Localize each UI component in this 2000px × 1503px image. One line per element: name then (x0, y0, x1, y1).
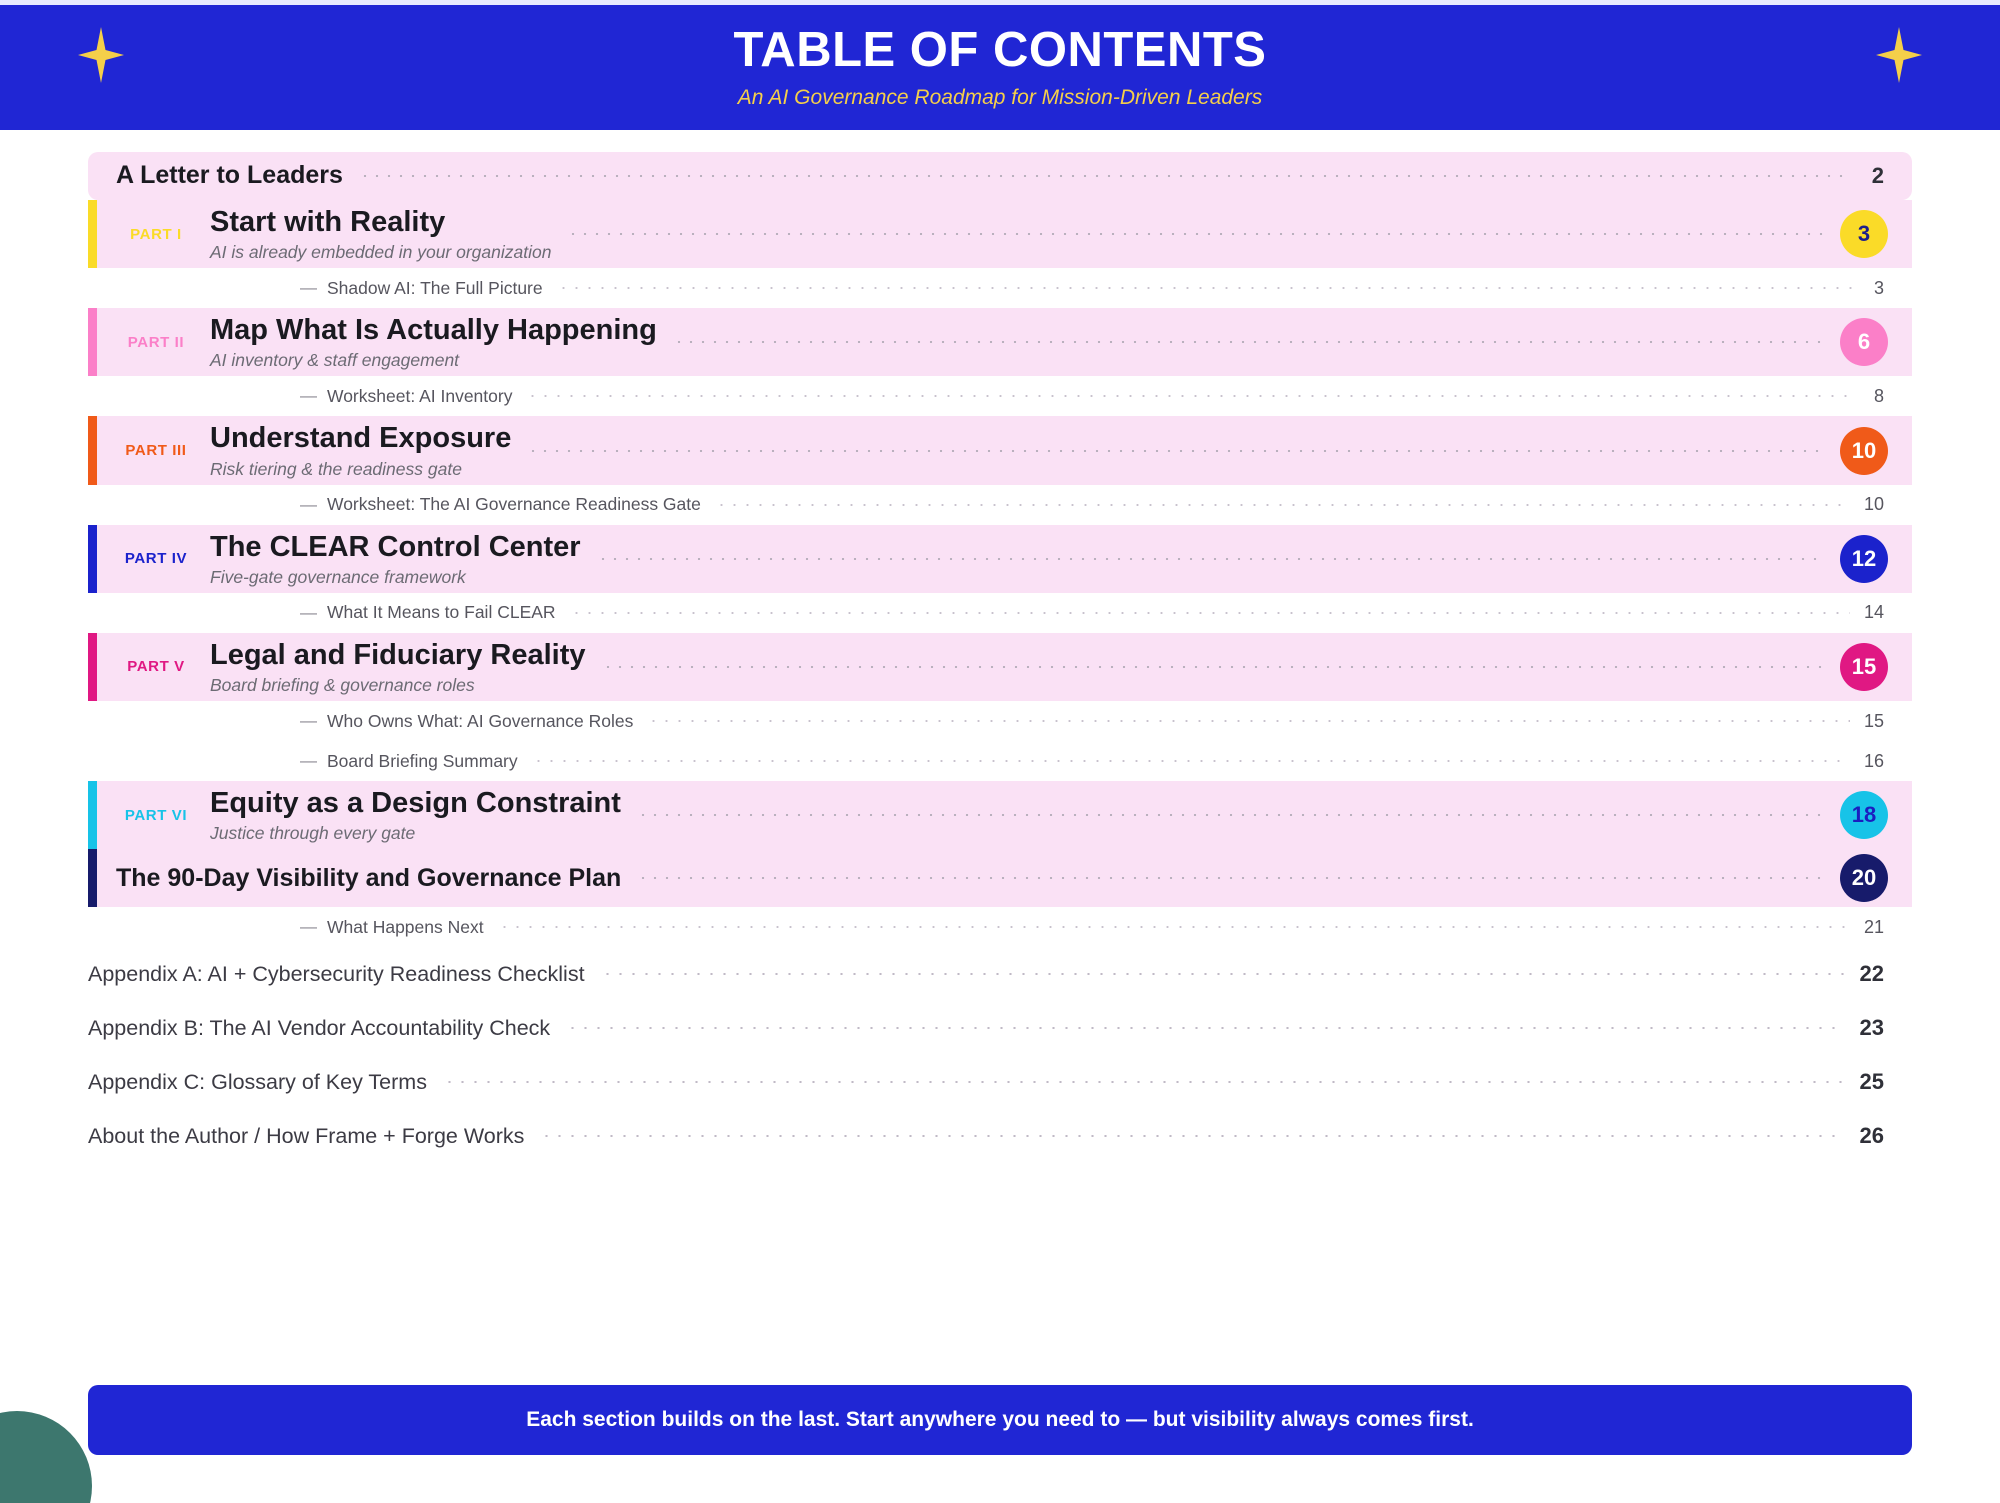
toc-entry-subtitle: Risk tiering & the readiness gate (210, 458, 462, 479)
toc-appendix-title: Appendix B: The AI Vendor Accountability Check (88, 1015, 551, 1040)
toc-sub-page-number: 10 (1863, 494, 1884, 515)
toc-appendix-title: Appendix A: AI + Cybersecurity Readiness Checklist (88, 961, 585, 986)
dot-leader (498, 926, 1850, 928)
toc-part-label: PART V (127, 658, 185, 676)
toc-major-entry[interactable] (88, 633, 1912, 701)
toc-page-number: 2 (1871, 163, 1884, 188)
accent-bar (88, 849, 97, 907)
toc-part-label: PART IV (124, 550, 188, 568)
toc-sub-title: Shadow AI: The Full Picture (327, 277, 543, 298)
em-dash-icon: — (300, 386, 317, 406)
page-title: TABLE OF CONTENTS (733, 23, 1267, 78)
toc-entry-title: Start with Reality (210, 206, 446, 238)
dot-leader (637, 814, 1824, 816)
accent-bar (88, 416, 97, 484)
toc-sub-entry[interactable] (88, 485, 1912, 525)
toc-entry-subtitle: Justice through every gate (210, 823, 416, 844)
toc-title-group (88, 864, 621, 894)
sparkle-star-icon (1876, 27, 1922, 83)
toc-entry-title: Understand Exposure (210, 422, 512, 455)
page-header (0, 0, 2000, 130)
dot-leader (526, 395, 1852, 397)
toc-entry-title: Map What Is Actually Happening (210, 314, 657, 347)
em-dash-icon: — (300, 711, 317, 731)
toc-sub-title: Who Owns What: AI Governance Roles (327, 710, 634, 731)
toc-sub-title: Worksheet: AI Inventory (327, 385, 513, 406)
em-dash-icon: — (300, 602, 317, 622)
toc-entry-list (0, 130, 2000, 1163)
toc-part-label: PART I (130, 225, 182, 243)
toc-entry-title: Legal and Fiduciary Reality (210, 638, 586, 671)
sparkle-star-icon (78, 27, 124, 83)
toc-appendix-entry[interactable] (88, 1109, 1912, 1163)
accent-bar (88, 308, 97, 376)
dot-leader (570, 612, 1850, 614)
toc-major-entry[interactable] (88, 308, 1912, 376)
toc-major-entry[interactable] (88, 152, 1912, 200)
toc-sub-page-number: 15 (1863, 710, 1884, 731)
dot-leader (673, 341, 1824, 343)
toc-major-entry[interactable] (88, 781, 1912, 849)
toc-major-entry[interactable] (88, 200, 1912, 268)
dot-leader (637, 877, 1824, 879)
toc-page-badge: 15 (1840, 643, 1888, 691)
dot-leader (715, 504, 1850, 506)
toc-appendix-page-number: 26 (1859, 1123, 1884, 1149)
footer-region (0, 1385, 2000, 1503)
dot-leader (557, 287, 1852, 289)
em-dash-icon: — (300, 751, 317, 771)
toc-appendix-page-number: 22 (1859, 961, 1884, 987)
toc-page-badge: 6 (1840, 318, 1888, 366)
dot-leader (532, 760, 1850, 762)
toc-entry-subtitle: AI inventory & staff engagement (210, 350, 460, 371)
toc-part-label: PART VI (124, 806, 188, 824)
toc-title-group (202, 638, 586, 696)
dot-leader (597, 558, 1824, 560)
toc-appendix-page-number: 25 (1859, 1069, 1884, 1095)
accent-bar (88, 200, 97, 268)
toc-page-badge: 12 (1840, 535, 1888, 583)
toc-page-badge: 10 (1840, 427, 1888, 475)
toc-sub-title: Worksheet: The AI Governance Readiness Gate (327, 494, 701, 515)
accent-bar (88, 633, 97, 701)
toc-title-group (88, 161, 343, 191)
toc-part-label: PART III (125, 442, 187, 460)
dot-leader (647, 720, 1850, 722)
dot-leader (567, 233, 1824, 235)
toc-sub-title: Board Briefing Summary (327, 750, 518, 771)
em-dash-icon: — (300, 278, 317, 298)
toc-title-group (202, 786, 621, 844)
toc-entry-title: The 90-Day Visibility and Governance Plan (116, 863, 622, 892)
dot-leader (602, 666, 1825, 668)
toc-sub-title: What Happens Next (327, 916, 484, 937)
toc-title-group (202, 205, 551, 263)
toc-sub-page-number: 21 (1863, 916, 1884, 937)
toc-appendix-title: About the Author / How Frame + Forge Works (88, 1123, 525, 1148)
toc-title-group (202, 421, 511, 479)
dot-leader (601, 973, 1844, 975)
em-dash-icon: — (300, 494, 317, 514)
toc-entry-subtitle: AI is already embedded in your organization (210, 242, 552, 263)
dot-leader (359, 175, 1850, 177)
toc-page-badge: 3 (1840, 210, 1888, 258)
toc-entry-title: Equity as a Design Constraint (210, 787, 621, 820)
toc-major-entry[interactable] (88, 416, 1912, 484)
toc-entry-title: A Letter to Leaders (116, 161, 343, 190)
toc-title-group (202, 313, 657, 371)
em-dash-icon: — (300, 917, 317, 937)
toc-sub-page-number: 3 (1873, 277, 1884, 298)
accent-bar (88, 525, 97, 593)
toc-sub-entry[interactable] (88, 907, 1912, 947)
dot-leader (540, 1135, 1843, 1137)
toc-major-entry[interactable] (88, 525, 1912, 593)
footer-banner (88, 1385, 1912, 1455)
toc-sub-entry[interactable] (88, 741, 1912, 781)
toc-sub-page-number: 14 (1863, 602, 1884, 623)
toc-entry-title: The CLEAR Control Center (210, 530, 581, 563)
toc-sub-entry[interactable] (88, 376, 1912, 416)
toc-appendix-entry[interactable] (88, 1001, 1912, 1055)
toc-sub-entry[interactable] (88, 268, 1912, 308)
toc-sub-title: What It Means to Fail CLEAR (327, 602, 556, 623)
toc-entry-subtitle: Five-gate governance framework (210, 566, 466, 587)
toc-part-label: PART II (127, 333, 185, 351)
toc-sub-entry[interactable] (88, 701, 1912, 741)
footer-text: Each section builds on the last. Start anywhere you need to — but visibility always comes first. (526, 1408, 1474, 1431)
toc-sub-page-number: 8 (1873, 385, 1884, 406)
page-subtitle: An AI Governance Roadmap for Mission-Driven Leaders (737, 85, 1263, 109)
toc-page-badge: 18 (1840, 791, 1888, 839)
toc-major-entry[interactable] (88, 849, 1912, 907)
dot-leader (527, 450, 1824, 452)
accent-bar (88, 781, 97, 849)
toc-appendix-entry[interactable] (88, 947, 1912, 1001)
toc-entry-subtitle: Board briefing & governance roles (210, 675, 475, 696)
toc-sub-page-number: 16 (1863, 750, 1884, 771)
toc-title-group (202, 530, 581, 588)
toc-page-badge: 20 (1840, 854, 1888, 902)
toc-appendix-title: Appendix C: Glossary of Key Terms (88, 1069, 427, 1094)
toc-appendix-page-number: 23 (1859, 1015, 1884, 1041)
dot-leader (443, 1081, 1844, 1083)
toc-appendix-entry[interactable] (88, 1055, 1912, 1109)
dot-leader (566, 1027, 1843, 1029)
toc-sub-entry[interactable] (88, 593, 1912, 633)
